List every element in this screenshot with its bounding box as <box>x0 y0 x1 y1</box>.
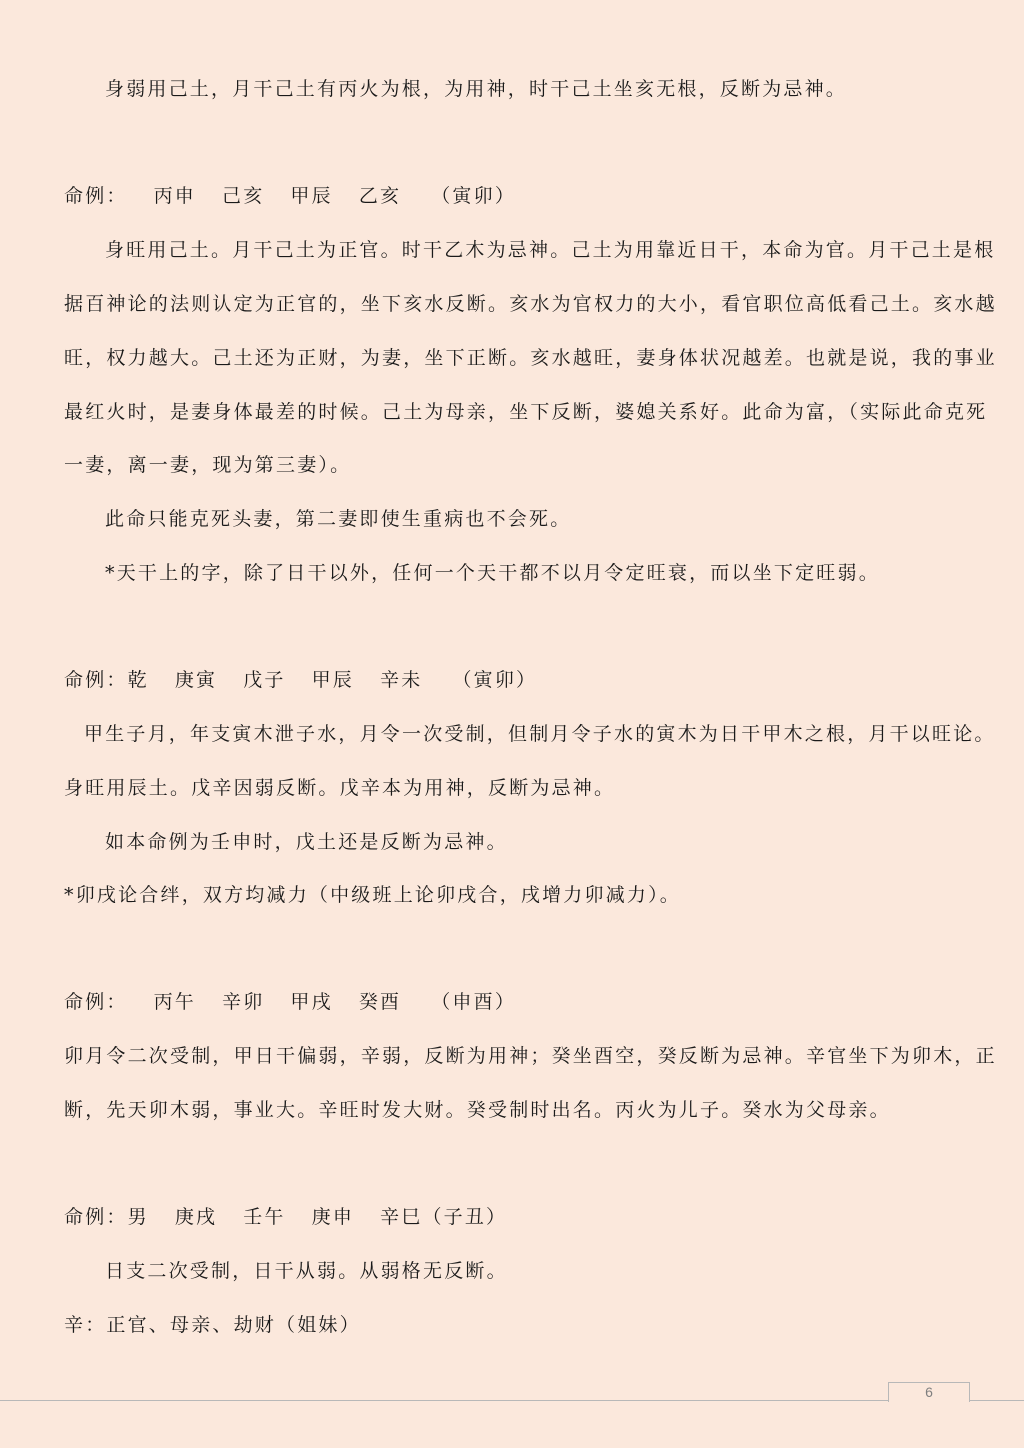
pillar: 丙午 <box>153 991 197 1013</box>
text-line: 据百神论的法则认定为正官的，坐下亥水反断。亥水为官权力的大小，看官职位高低看己土。亥水越 <box>64 293 997 315</box>
text-line: *天干上的字，除了日干以外，任何一个天干都不以月令定旺衰，而以坐下定旺弱。 <box>105 562 880 584</box>
pillar: 己亥 <box>222 185 265 207</box>
example-label: 命例：男 <box>64 1206 149 1228</box>
pillar: 甲戌 <box>290 991 333 1013</box>
example-tail: （申酉） <box>431 991 517 1013</box>
pillar: 庚寅 <box>174 669 218 691</box>
example-line <box>64 1205 507 1229</box>
example-tail: （寅卯） <box>431 185 517 207</box>
example-tail: （寅卯） <box>452 669 538 691</box>
example-line <box>64 184 516 208</box>
pillar: 戊子 <box>243 669 286 691</box>
text-line: 身弱用己土，月干己土有丙火为根，为用神，时干己土坐亥无根，反断为忌神。 <box>105 78 848 100</box>
example-tail: （子丑） <box>422 1206 508 1228</box>
page-number: 6 <box>925 1384 933 1400</box>
pillar: 丙申 <box>153 185 197 207</box>
text-line: 旺，权力越大。己土还为正财，为妻，坐下正断。亥水越旺，妻身体状况越差。也就是说，我的事业 <box>64 347 997 369</box>
example-label: 命例： <box>64 991 128 1013</box>
text-line: 此命只能克死头妻，第二妻即使生重病也不会死。 <box>105 508 572 530</box>
text-line: 卯月令二次受制，甲日干偏弱，辛弱，反断为用神；癸坐酉空，癸反断为忌神。辛官坐下为卯木，正 <box>64 1045 997 1067</box>
text-line: 如本命例为壬申时，戊土还是反断为忌神。 <box>105 831 508 853</box>
example-label: 命例：乾 <box>64 669 149 691</box>
text-line: 身旺用己土。月干己土为正官。时干乙木为忌神。己土为用靠近日干，本命为官。月干己土是根 <box>105 239 996 261</box>
pillar: 庚申 <box>311 1206 355 1228</box>
text-line: 甲生子月，年支寅木泄子水，月令一次受制，但制月令子水的寅木为日干甲木之根，月干以旺论。 <box>84 723 996 745</box>
text-line: 断，先天卯木弱，事业大。辛旺时发大财。癸受制时出名。丙火为儿子。癸水为父母亲。 <box>64 1099 891 1121</box>
footer-divider <box>0 1400 1024 1401</box>
text-line: 日支二次受制，日干从弱。从弱格无反断。 <box>105 1260 508 1282</box>
example-label: 命例： <box>64 185 128 207</box>
pillar: 甲辰 <box>290 185 333 207</box>
text-line: 辛：正官、母亲、劫财（姐妹） <box>64 1314 361 1336</box>
pillar: 壬午 <box>243 1206 286 1228</box>
text-line: 一妻，离一妻，现为第三妻）。 <box>64 454 352 476</box>
pillar: 癸酉 <box>358 991 402 1013</box>
pillar: 辛巳 <box>380 1206 423 1228</box>
example-line <box>64 668 537 692</box>
pillar: 甲辰 <box>311 669 355 691</box>
pillar: 庚戌 <box>174 1206 218 1228</box>
text-line: 最红火时，是妻身体最差的时候。己土为母亲，坐下反断，婆媳关系好。此命为富，（实际此命克死 <box>64 401 988 423</box>
pillar: 乙亥 <box>358 185 402 207</box>
pillar: 辛未 <box>380 669 423 691</box>
pillar: 辛卯 <box>222 991 265 1013</box>
text-line: *卯戌论合绊，双方均减力（中级班上论卯戌合，戌增力卯减力）。 <box>64 884 682 906</box>
text-line: 身旺用辰土。戊辛因弱反断。戊辛本为用神，反断为忌神。 <box>64 777 616 799</box>
example-line <box>64 990 516 1014</box>
page-number-tab <box>888 1382 970 1402</box>
